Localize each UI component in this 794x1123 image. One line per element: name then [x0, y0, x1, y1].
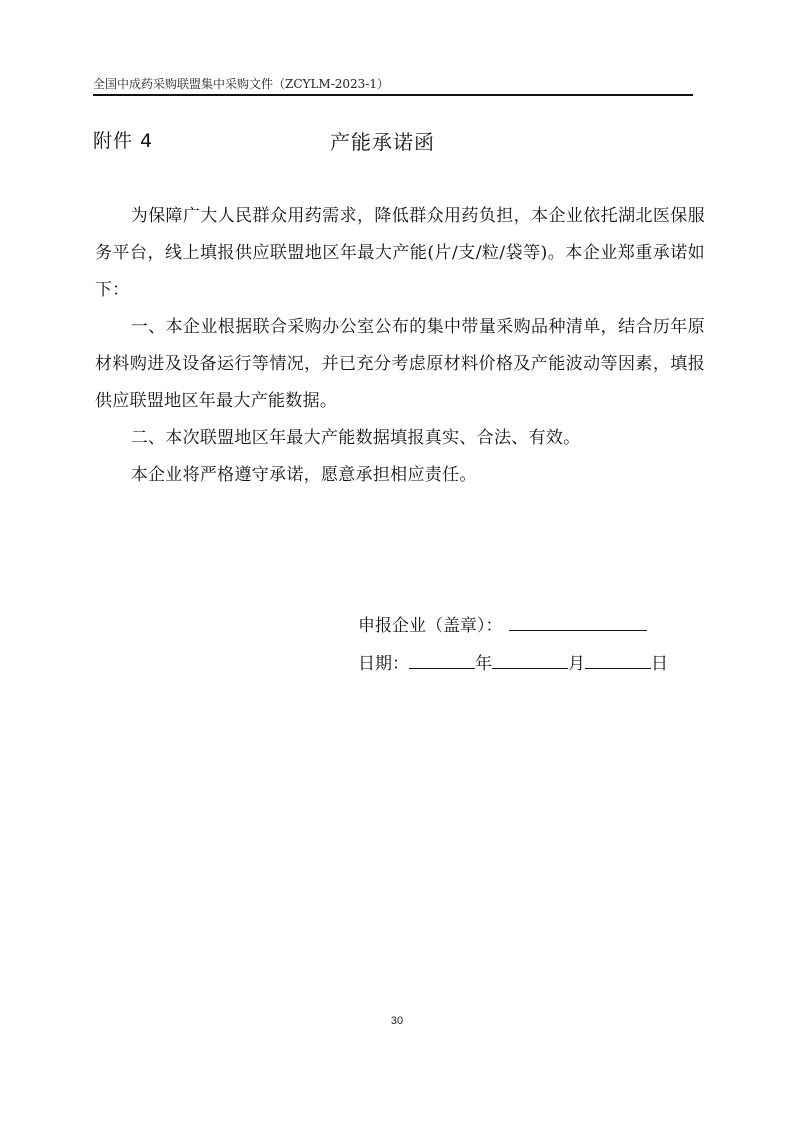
- month-field[interactable]: [492, 650, 568, 669]
- year-label: 年: [475, 654, 492, 674]
- company-seal-field[interactable]: [509, 612, 647, 631]
- paragraph-closing: 本企业将严格遵守承诺，愿意承担相应责任。: [130, 465, 477, 485]
- letter-body: [95, 198, 705, 494]
- day-field[interactable]: [585, 650, 651, 669]
- company-seal-label: 申报企业（盖章）：: [358, 616, 503, 636]
- page-number: 30: [390, 1015, 404, 1027]
- header-divider: [93, 94, 693, 96]
- running-header: 全国中成药采购联盟集中采购文件（ZCYLM-2023-1）: [93, 77, 389, 91]
- date-label: 日期：: [358, 654, 409, 674]
- paragraph-commitment-2: 二、本次联盟地区年最大产能数据填报真实、合法、有效。: [130, 428, 581, 448]
- day-label: 日: [651, 654, 668, 674]
- attachment-label: 附件 4: [93, 130, 154, 152]
- document-title: 产能承诺函: [330, 130, 435, 154]
- year-field[interactable]: [409, 650, 475, 669]
- paragraph-commitment-1: 一、本企业根据联合采购办公室公布的集中带量采购品种清单，结合历年原材料购进及设备运行等情况，并已充分考虑原材料价格及产能波动等因素，填报供应联盟地区年最大产能数据。: [95, 317, 705, 411]
- company-signature-line: [358, 612, 647, 638]
- paragraph-intro: 为保障广大人民群众用药需求，降低群众用药负担，本企业依托湖北医保服务平台，线上填报供应联盟地区年最大产能(片/支/粒/袋等)。本企业郑重承诺如下：: [95, 206, 705, 300]
- date-line: [358, 650, 668, 676]
- month-label: 月: [568, 654, 585, 674]
